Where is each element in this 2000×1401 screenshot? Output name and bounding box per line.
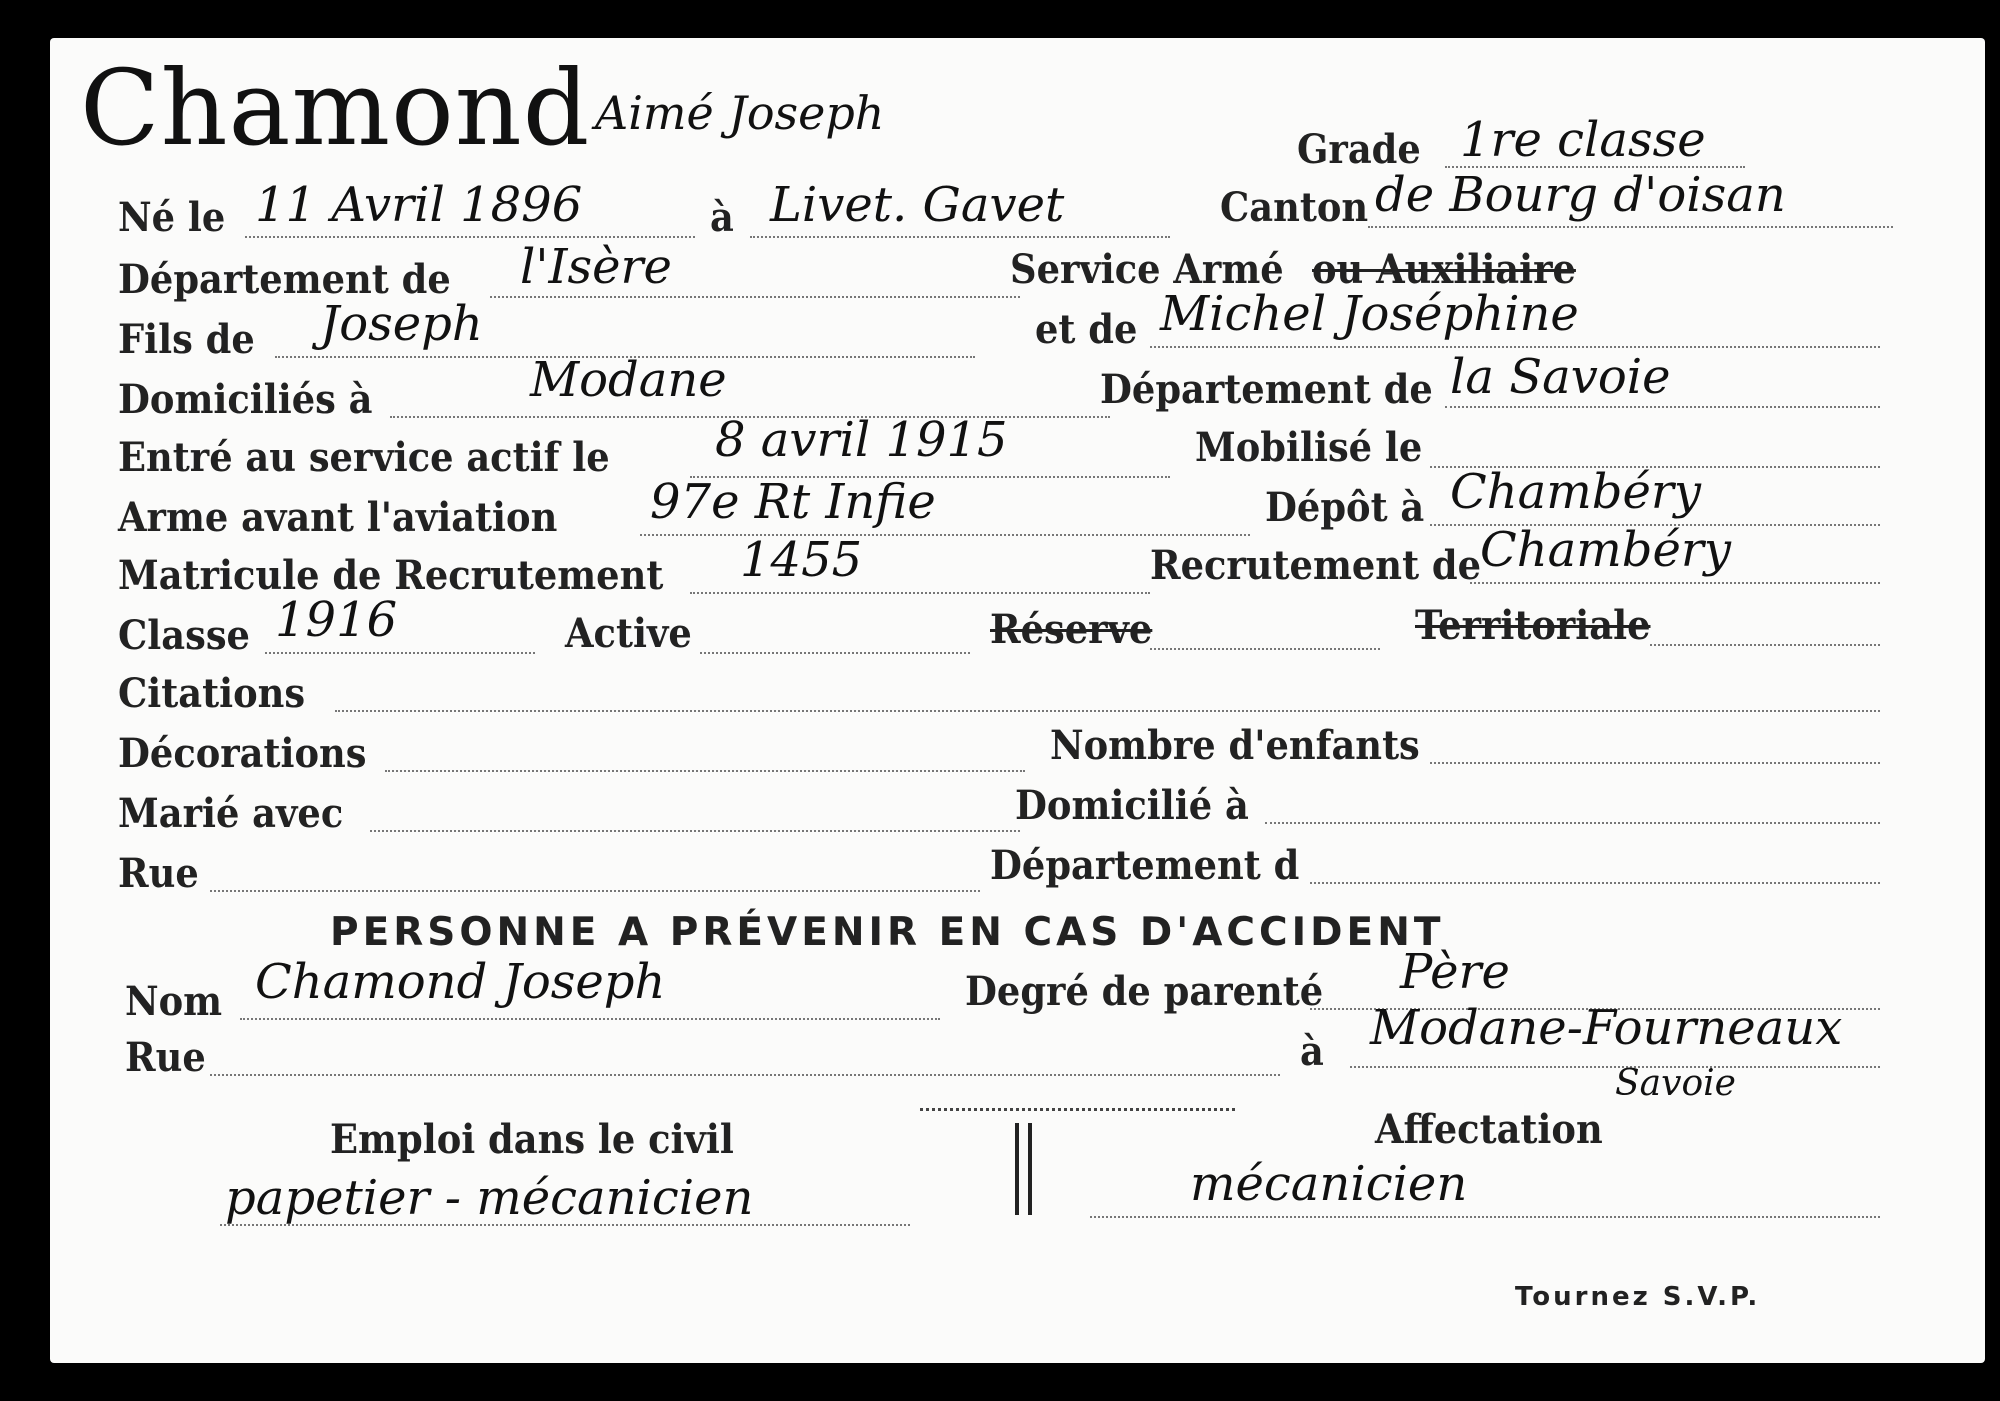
- degre-label: Degré de parenté: [965, 968, 1324, 1015]
- domicile-dept: la Savoie: [1450, 349, 1671, 405]
- domicilies-label: Domiciliés à: [118, 376, 373, 423]
- contact-a-value2: Savoie: [1615, 1063, 1736, 1104]
- affectation-value: mécanicien: [1190, 1156, 1468, 1212]
- separator: [920, 1108, 1235, 1111]
- rue-label: Rue: [118, 850, 199, 897]
- emploi-value: papetier - mécanicien: [225, 1170, 754, 1226]
- surname: Chamond: [80, 47, 591, 169]
- contact-nom-label: Nom: [125, 978, 223, 1025]
- contact-rue-label: Rue: [125, 1034, 206, 1081]
- classe-value: 1916: [275, 592, 398, 648]
- recrutement-label: Recrutement de: [1150, 542, 1482, 589]
- degre-value: Père: [1400, 944, 1510, 1000]
- birth-date-label: Né le: [118, 194, 226, 241]
- service-arme-label: Service Armé: [1010, 246, 1284, 293]
- departement-value: l'Isère: [520, 239, 672, 295]
- tournez-svp: Tournez S.V.P.: [1515, 1282, 1761, 1312]
- birth-place-label: à: [710, 194, 734, 241]
- et-de-label: et de: [1035, 306, 1138, 353]
- affectation-label: Affectation: [1375, 1106, 1603, 1153]
- divider-bar-1: [1015, 1123, 1019, 1215]
- contact-a-value: Modane-Fourneaux: [1370, 1000, 1843, 1056]
- rue-dept-label: Département d: [990, 842, 1300, 889]
- marie-label: Marié avec: [118, 790, 344, 837]
- mother-name: Michel Joséphine: [1160, 286, 1579, 342]
- departement-label: Département de: [118, 256, 451, 303]
- active-label: Active: [565, 610, 692, 657]
- reserve-struck: Réserve: [990, 606, 1153, 653]
- grade-value: 1re classe: [1460, 112, 1706, 168]
- enfants-label: Nombre d'enfants: [1050, 722, 1420, 769]
- canton-value: de Bourg d'oisan: [1375, 167, 1786, 223]
- emploi-label: Emploi dans le civil: [330, 1116, 734, 1163]
- canton-label: Canton: [1220, 184, 1369, 231]
- domicile-dept-label: Département de: [1100, 366, 1433, 413]
- service-auxiliaire-struck: ou Auxiliaire: [1312, 246, 1576, 293]
- classe-label: Classe: [118, 612, 250, 659]
- given-names: Aimé Joseph: [595, 86, 885, 140]
- recrutement-value: Chambéry: [1480, 522, 1731, 578]
- depot-value: Chambéry: [1450, 464, 1701, 520]
- birth-date: 11 Avril 1896: [255, 177, 583, 233]
- arme-value: 97e Rt Infie: [650, 474, 936, 530]
- matricule-value: 1455: [740, 532, 863, 588]
- grade-label: Grade: [1297, 126, 1421, 173]
- contact-a-label: à: [1300, 1028, 1324, 1075]
- birth-place: Livet. Gavet: [770, 177, 1065, 233]
- record-card: [50, 38, 1985, 1363]
- decorations-label: Décorations: [118, 730, 367, 777]
- contact-nom: Chamond Joseph: [255, 954, 666, 1010]
- matricule-label: Matricule de Recrutement: [118, 552, 664, 599]
- marie-domicile-label: Domicilié à: [1015, 782, 1249, 829]
- domicile-value: Modane: [530, 352, 727, 408]
- citations-label: Citations: [118, 670, 306, 717]
- mobilise-label: Mobilisé le: [1195, 424, 1423, 471]
- accident-heading: PERSONNE A PRÉVENIR EN CAS D'ACCIDENT: [330, 910, 1445, 955]
- father-name: Joseph: [320, 296, 483, 352]
- entry-label: Entré au service actif le: [118, 434, 610, 481]
- fils-de-label: Fils de: [118, 316, 255, 363]
- territoriale-struck: Territoriale: [1415, 602, 1651, 649]
- divider-bar-2: [1028, 1123, 1032, 1215]
- arme-label: Arme avant l'aviation: [118, 494, 558, 541]
- entry-date: 8 avril 1915: [715, 412, 1008, 468]
- depot-label: Dépôt à: [1265, 484, 1425, 531]
